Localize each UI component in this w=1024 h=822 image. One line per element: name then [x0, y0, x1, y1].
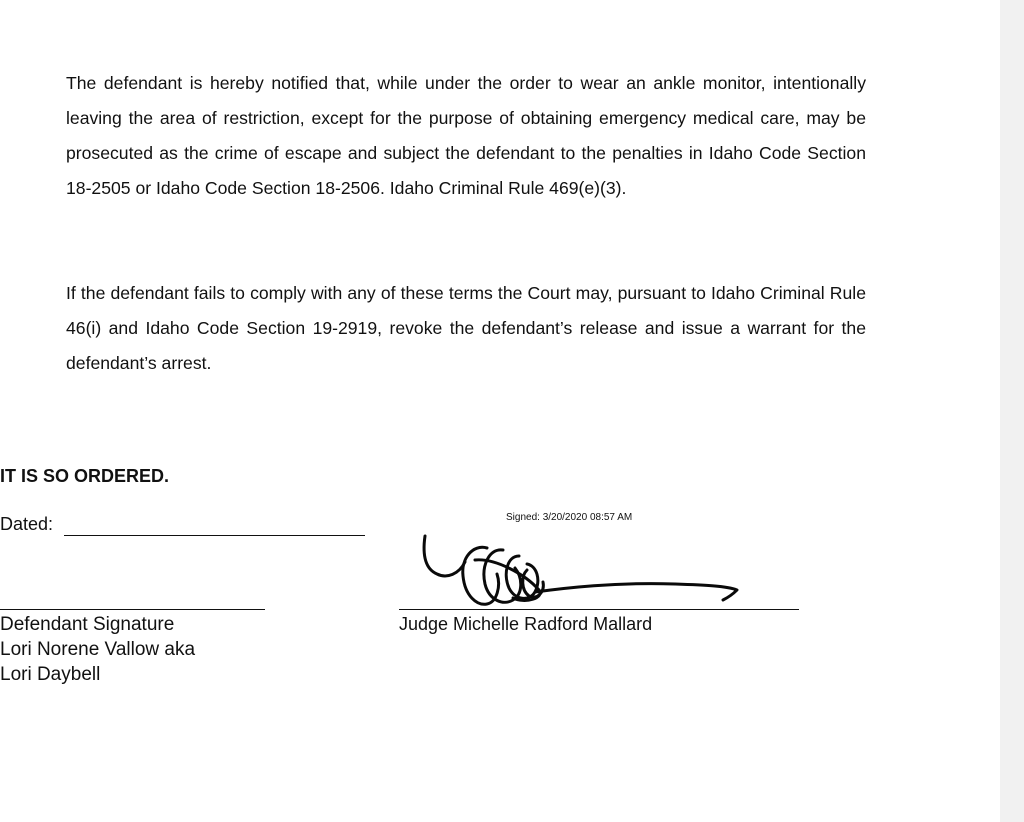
defendant-block: [0, 612, 195, 687]
noncompliance-notice-paragraph: If the defendant fails to comply with any of these terms the Court may, pursuant to Idaho Criminal Rule 46(i) and Idaho Code Section 19-2919, revoke the defendant’s release and issue a warrant for the defendant’s arrest.: [66, 283, 866, 373]
escape-notice-paragraph: The defendant is hereby notified that, while under the order to wear an ankle monitor, intentionally leaving the area of restriction, except for the purpose of obtaining emergency medical care, may be prosecuted as the crime of escape and subject the defendant to the penalties in Idaho Code Section 18-2505 or Idaho Code Section 18-2506. Idaho Criminal Rule 469(e)(3).: [66, 73, 866, 198]
dated-signature-line: [64, 535, 365, 536]
dated-label: Dated:: [0, 514, 54, 534]
judge-signature-icon: [415, 530, 745, 615]
defendant-signature-line: [0, 609, 265, 610]
order-heading: IT IS SO ORDERED.: [0, 466, 170, 486]
judge-name: Judge Michelle Radford Mallard: [399, 614, 653, 634]
viewer-margin: [1000, 0, 1024, 822]
defendant-signature-label: Defendant Signature: [0, 614, 175, 635]
defendant-name-line-2: Lori Daybell: [0, 664, 101, 685]
defendant-name-line-1: Lori Norene Vallow aka: [0, 639, 196, 660]
judge-signature-line: [399, 609, 799, 610]
signed-timestamp: Signed: 3/20/2020 08:57 AM: [506, 512, 633, 523]
